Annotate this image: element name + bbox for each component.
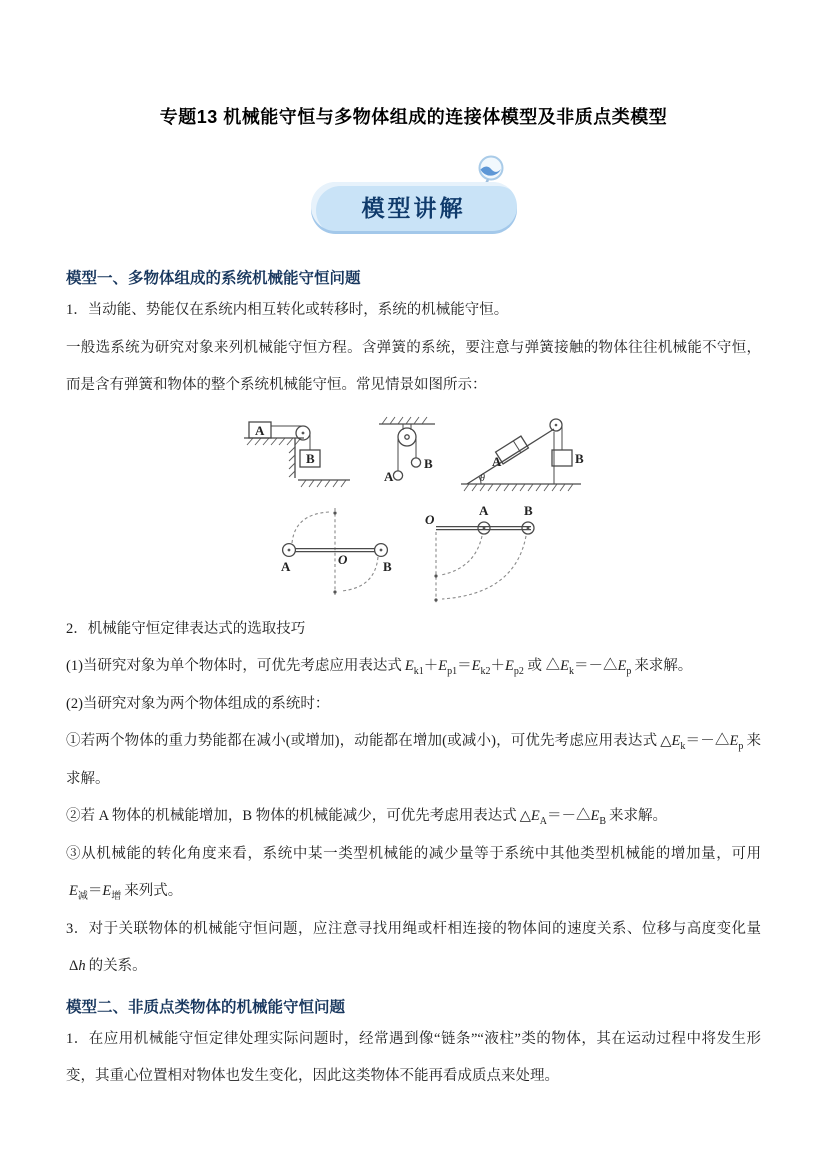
badge-label: 模型讲解 (361, 195, 466, 221)
para-energy-transfer: 1．当动能、势能仅在系统内相互转化或转移时，系统的机械能守恒。 (66, 302, 509, 318)
figure-rod-center-pivot (275, 502, 395, 604)
formula-e-decrease-increase: $E_减=E_增$ (69, 883, 122, 902)
fig5-label-o: O (424, 511, 434, 527)
fig2-label-b: B (424, 455, 433, 471)
section2-heading: 模型二、非质点类物体的机械能守恒问题 (66, 998, 346, 1016)
fig3-label-theta: θ (480, 472, 485, 484)
fig4-label-b: B (382, 558, 392, 574)
section1-heading: 模型一、多物体组成的系统机械能守恒问题 (66, 270, 361, 287)
fig3-label-a: A (492, 453, 502, 469)
para-single-object: (1)当研究对象为单个物体时，可优先考虑应用表达式 $E_{k1}+E_{p1}=E_{k2}+E_{p2}$ 或 $\triangle E_k=-\triangle E_p$ 来求解。 (66, 658, 693, 677)
figure-ceiling-pulley (365, 410, 447, 496)
figure-incline-pulley (457, 410, 587, 498)
para-linked-objects: 3．对于关联物体的机械能守恒问题，应注意寻找用绳或杆相连接的物体间的速度关系、位移与高度变化量Δh 的关系。 (66, 920, 761, 974)
para-system-choice: 一般选系统为研究对象来列机械能守恒方程。含弹簧的系统，要注意与弹簧接触的物体往往机械能不守恒，而是含有弹簧和物体的整个系统机械能守恒。常见情景如图所示： (66, 339, 761, 393)
fig3-label-b: B (575, 450, 584, 466)
formula-delta-h: Δh (69, 958, 86, 974)
figure-row-1 (66, 410, 761, 498)
fig4-label-a: A (280, 558, 290, 574)
para-case-2: ②若 A 物体的机械能增加，B 物体的机械能减少，可优先考虑用表达式 $\triangle E_A=-\triangle E_B$ 来求解。 (66, 808, 667, 827)
para-case-3: ③从机械能的转化角度来看，系统中某一类型机械能的减少量等于系统中其他类型机械能的增加量，可用$E_减=E_增$ 来列式。 (66, 845, 761, 902)
model-explain-badge-area (66, 155, 761, 233)
para-expression-tips: 2．机械能守恒定律表达式的选取技巧 (66, 620, 306, 637)
formula-energy-conservation: $E_{k1}+E_{p1}=E_{k2}+E_{p2}$ 或 $\triangle E_k=-\triangle E_p$ (404, 658, 632, 677)
fig5-label-b: B (523, 502, 533, 518)
figure-rod-end-pivot (423, 502, 553, 609)
formula-delta-ek-ep: $\triangle E_k=-\triangle E_p$ (660, 733, 744, 752)
formula-delta-ea-eb: $\triangle E_A=-\triangle E_B$ (519, 808, 606, 827)
figure-row-2 (66, 502, 761, 609)
fig4-label-o: O (337, 551, 347, 567)
fig1-label-a: A (255, 422, 265, 438)
fig2-label-a: A (384, 468, 394, 484)
para-case-1: ①若两个物体的重力势能都在减小(或增加)，动能都在增加(或减小)，可优先考虑应用表达式 $\triangle E_k=-\triangle E_p$ 来求解。 (66, 733, 762, 787)
figure-table-pulley (240, 410, 355, 496)
page-title: 专题13 机械能守恒与多物体组成的连接体模型及非质点类模型 (159, 107, 668, 127)
fig1-label-b: B (306, 450, 315, 466)
model-explain-badge (311, 182, 517, 231)
para-non-particle: 1．在应用机械能守恒定律处理实际问题时，经常遇到像“链条”“液柱”类的物体，其在运动过程中将发生形变，其重心位置相对物体也发生变化，因此这类物体不能再看成质点来处理。 (66, 1030, 761, 1084)
para-two-object-system: (2)当研究对象为两个物体组成的系统时： (66, 695, 330, 712)
fig5-label-a: A (478, 502, 488, 518)
